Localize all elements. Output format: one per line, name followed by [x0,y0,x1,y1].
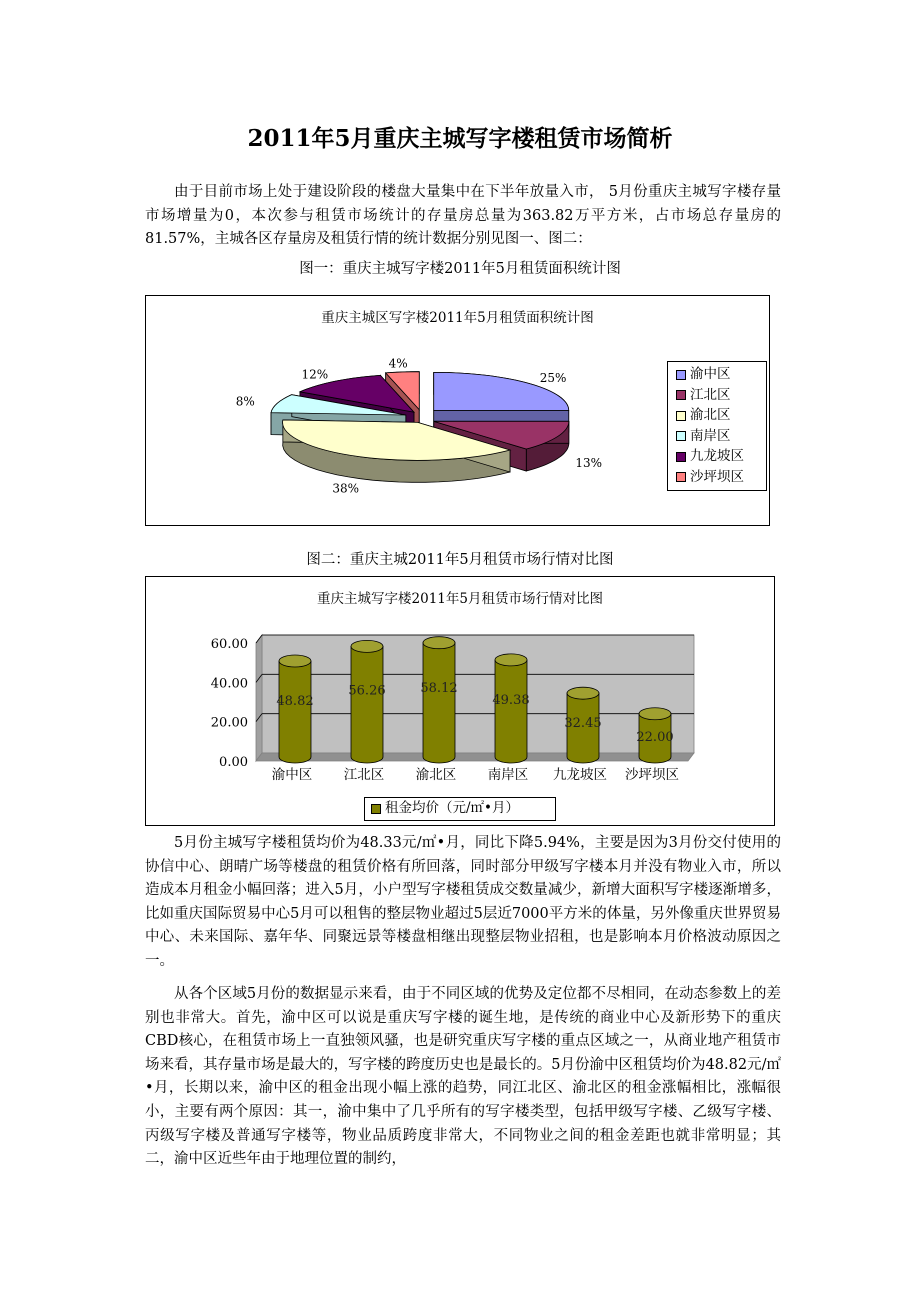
pie-legend-label: 渝北区 [690,407,731,423]
figure1-caption: 图一：重庆主城写字楼2011年5月租赁面积统计图 [299,261,621,277]
pie-chart-plot [146,296,666,525]
bar-value-label: 58.12 [420,681,458,697]
x-tick-label: 渝北区 [415,767,457,783]
legend-swatch [676,411,686,421]
plot-side-wall [256,635,262,761]
y-tick-label: 0.00 [219,755,248,770]
bar-value-label: 56.26 [348,683,386,699]
x-tick-label: 九龙坡区 [553,767,607,783]
pie-chart-title: 重庆主城区写字楼2011年5月租赁面积统计图 [321,310,594,326]
analysis-paragraph-2: 从各个区域5月份的数据显示来看，由于不同区域的优势及定位都不尽相同，在动态参数上的差别也非常大。首先，渝中区可以说是重庆写字楼的诞生地，是传统的商业中心及新形势下的重庆CBD核心，在租赁市场上一直独领风骚，也是研究重庆写字楼的重点区域之一，从商业地产租赁市场来看，其存量市场是最大的，写字楼的跨度历史也是最长的。5月份渝中区租赁均价为48.82元/㎡•月，长期以来，渝中区的租金出现小幅上涨的趋势，同江北区、渝北区的租金涨幅相比，涨幅很小，主要有两个原因：其一，渝中集中了几乎所有的写字楼类型，包括甲级写字楼、乙级写字楼、丙级写字楼及普通写字楼等，物业品质跨度非常大，不同物业之间的租金差距也就非常明显；其二，渝中区近些年由于地理位置的制约， [145,986,781,1168]
pie-legend-label: 沙坪坝区 [690,468,744,485]
bar-3 [495,654,527,763]
pie-legend-label: 渝中区 [690,366,731,382]
bar-value-label: 49.38 [492,693,530,709]
bar-legend-label: 租金均价（元/㎡•月） [385,800,520,816]
legend-swatch [676,370,686,380]
pie-legend [667,361,767,491]
pie-label-3: 8% [235,394,255,409]
y-tick-label: 40.00 [210,676,248,692]
pie-legend-label: 江北区 [690,386,731,403]
bar-value-label: 32.45 [564,715,602,731]
bar-chart-title: 重庆主城写字楼2011年5月租赁市场行情对比图 [317,591,603,607]
pie-label-0: 25% [539,370,567,385]
page-title: 2011年5月重庆主城写字楼租赁市场简析 [247,125,673,152]
x-tick-label: 渝中区 [271,767,313,783]
pie-legend-item [676,446,744,466]
bar-1 [351,640,383,763]
bar-0 [279,655,311,763]
pie-chart [145,295,770,526]
bar-legend [364,797,556,821]
bar-chart [145,576,775,826]
pie-legend-item [676,385,731,405]
x-tick-label: 江北区 [343,767,385,783]
plot-floor [256,753,694,761]
pie-legend-item [676,364,731,384]
pie-legend-item [676,426,731,446]
legend-swatch [676,431,686,441]
x-tick-label: 南岸区 [487,767,529,783]
figure2-caption: 图二：重庆主城2011年5月租赁市场行情对比图 [306,552,614,568]
pie-legend-label: 南岸区 [690,427,731,444]
pie-legend-label: 九龙坡区 [690,448,744,464]
bar-chart-plot [146,577,774,787]
legend-swatch [676,390,686,400]
legend-swatch [676,452,686,462]
legend-swatch [676,472,686,482]
pie-legend-item [676,405,731,425]
bar-value-label: 22.00 [636,730,674,746]
legend-swatch [371,804,381,814]
bar-value-label: 48.82 [276,693,314,709]
pie-legend-item [676,467,744,487]
pie-label-1: 13% [575,456,603,471]
pie-label-4: 12% [301,367,329,382]
x-tick-label: 沙坪坝区 [625,767,679,783]
pie-label-2: 38% [332,481,360,496]
y-tick-label: 20.00 [210,715,248,731]
analysis-paragraph-1: 5月份主城写字楼租赁均价为48.33元/㎡•月，同比下降5.94%，主要是因为3月份交付使用的协信中心、朗晴广场等楼盘的租赁价格有所回落，同时部分甲级写字楼本月并没有物业入市，所以造成本月租金小幅回落；进入5月，小户型写字楼租赁成交数量减少，新增大面积写字楼逐渐增多，比如重庆国际贸易中心5月可以租售的整层物业超过5层近7000平方米的体量，另外像重庆世界贸易中心、未来国际、嘉年华、同聚远景等楼盘相继出现整层物业招租，也是影响本月价格波动原因之一。 [145,835,781,969]
y-tick-label: 60.00 [210,637,248,652]
intro-paragraph: 由于目前市场上处于建设阶段的楼盘大量集中在下半年放量入市， 5月份重庆主城写字楼存量市场增量为0，本次参与租赁市场统计的存量房总量为363.82万平方米，占市场总存量房的81.57%，主城各区存量房及租赁行情的统计数据分别见图一、图二： [145,184,781,248]
bar-2 [423,637,455,763]
plot-back-wall [262,635,694,753]
pie-label-5: 4% [388,356,408,371]
